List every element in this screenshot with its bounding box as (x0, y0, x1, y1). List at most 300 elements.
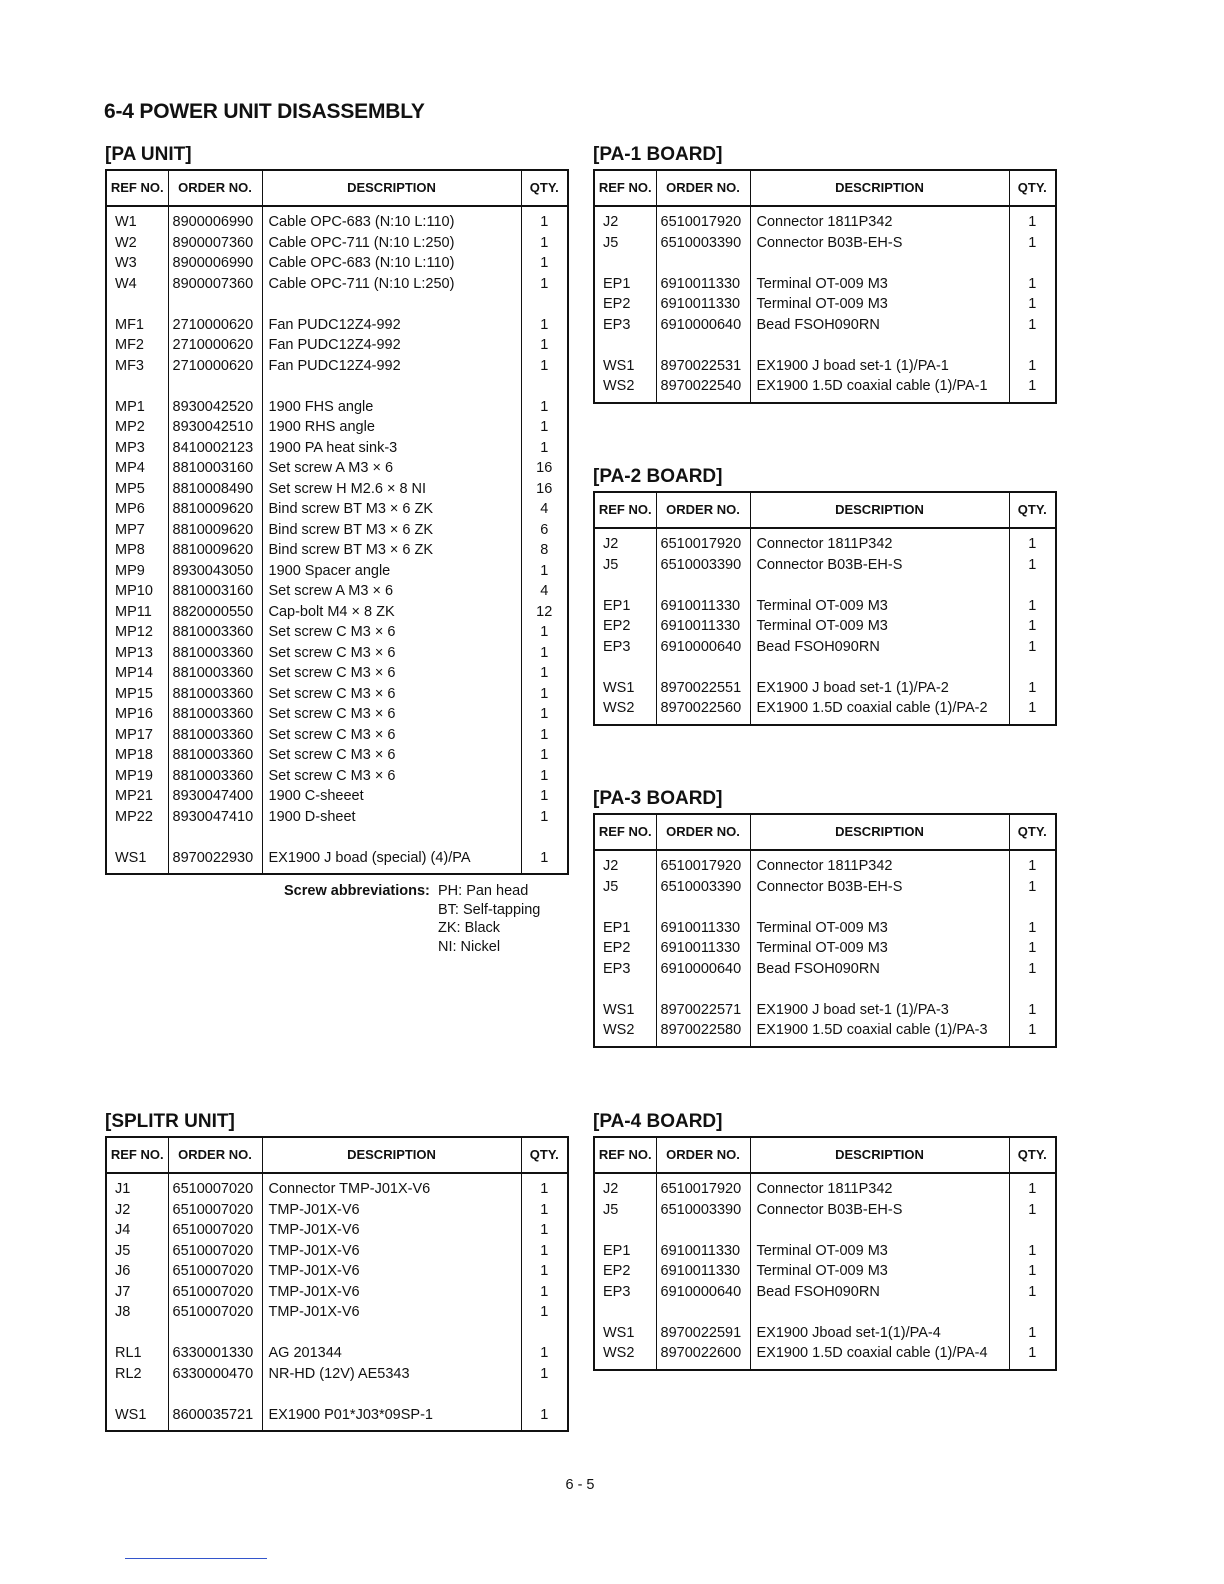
abbreviation-item: NI: Nickel (438, 938, 501, 955)
order-no-cell (656, 1220, 750, 1241)
order-no-cell: 6910000640 (656, 315, 750, 336)
table-row (106, 233, 568, 254)
order-no-cell (168, 827, 262, 848)
ref-no-cell: EP1 (594, 1241, 656, 1262)
qty-cell: 1 (540, 1201, 549, 1218)
parts-table (105, 169, 569, 875)
table-row (106, 643, 568, 664)
order-no-cell (168, 376, 262, 397)
table-row (594, 1020, 1056, 1041)
description-cell: Connector B03B-EH-S (750, 877, 1009, 898)
ref-no-cell: WS2 (594, 698, 656, 719)
qty-cell (1009, 979, 1056, 1000)
qty-cell: 4 (540, 583, 549, 599)
blank-row (594, 1220, 1056, 1241)
order-no-cell (168, 1384, 262, 1405)
header-qty: QTY. (521, 170, 568, 206)
qty-cell: 1 (1028, 940, 1037, 956)
ref-no-cell: J4 (106, 1220, 168, 1241)
header-ref-no: REF NO. (594, 492, 656, 528)
description-cell: Connector B03B-EH-S (750, 1200, 1009, 1221)
order-no-cell: 6510007020 (168, 1220, 262, 1241)
description-cell: EX1900 1.5D coaxial cable (1)/PA-2 (750, 698, 1009, 719)
ref-no-cell: J2 (594, 1179, 656, 1200)
ref-no-cell: MP2 (106, 417, 168, 438)
qty-cell: 1 (540, 419, 549, 435)
description-cell: NR-HD (12V) AE5343 (262, 1364, 521, 1385)
table-row (594, 294, 1056, 315)
qty-cell: 1 (540, 1222, 549, 1238)
table-row (594, 616, 1056, 637)
ref-no-cell: WS1 (106, 848, 168, 869)
blank-row (594, 979, 1056, 1000)
qty-cell (1009, 575, 1056, 596)
order-no-cell: 6330000470 (168, 1364, 262, 1385)
ref-no-cell: WS2 (594, 1020, 656, 1041)
ref-no-cell: MP5 (106, 479, 168, 500)
abbreviations-list (438, 882, 540, 956)
order-no-cell: 8970022551 (656, 678, 750, 699)
description-cell: TMP-J01X-V6 (262, 1241, 521, 1262)
section-pa-1-board (593, 141, 1055, 404)
parts-table (593, 169, 1057, 404)
table-row (594, 698, 1056, 719)
qty-cell: 1 (540, 767, 549, 784)
table-row (106, 684, 568, 705)
order-no-cell: 6510017920 (656, 534, 750, 555)
description-cell: Fan PUDC12Z4-992 (262, 335, 521, 356)
blank-row (594, 1302, 1056, 1323)
table-row (594, 856, 1056, 877)
description-cell: TMP-J01X-V6 (262, 1282, 521, 1303)
ref-no-cell: WS1 (594, 678, 656, 699)
header-qty: QTY. (1009, 170, 1056, 206)
padding-cell (750, 1364, 1009, 1370)
qty-cell: 12 (536, 603, 553, 620)
table-row (106, 417, 568, 438)
ref-no-cell: J2 (594, 212, 656, 233)
padding-cell (521, 1425, 568, 1431)
ref-no-cell: EP1 (594, 596, 656, 617)
order-no-cell (656, 657, 750, 678)
qty-cell: 1 (1028, 275, 1037, 292)
description-cell: Terminal OT-009 M3 (750, 918, 1009, 939)
description-cell: 1900 D-sheet (262, 807, 521, 828)
table-row (106, 807, 568, 828)
ref-no-cell: EP3 (594, 959, 656, 980)
description-cell: TMP-J01X-V6 (262, 1302, 521, 1323)
qty-cell: 1 (1028, 919, 1037, 936)
qty-cell: 1 (1028, 214, 1037, 230)
table-row (106, 335, 568, 356)
qty-cell: 1 (1028, 357, 1037, 374)
section-title: [PA UNIT] (105, 144, 192, 165)
ref-no-cell (106, 376, 168, 397)
qty-cell: 1 (1028, 1022, 1037, 1038)
ref-no-cell: MP9 (106, 561, 168, 582)
ref-no-cell: W2 (106, 233, 168, 254)
qty-cell: 1 (540, 644, 549, 661)
header-description: DESCRIPTION (750, 492, 1009, 528)
description-cell (262, 1323, 521, 1344)
ref-no-cell: EP1 (594, 274, 656, 295)
description-cell: Set screw C M3 × 6 (262, 725, 521, 746)
qty-cell: 1 (540, 1406, 549, 1423)
table-row (106, 745, 568, 766)
table-row (106, 520, 568, 541)
blank-row (106, 294, 568, 315)
ref-no-cell: EP2 (594, 938, 656, 959)
blank-row (594, 897, 1056, 918)
ref-no-cell (106, 827, 168, 848)
ref-no-cell: W3 (106, 253, 168, 274)
qty-cell: 1 (540, 1345, 549, 1361)
qty-cell: 16 (536, 480, 553, 497)
ref-no-cell (594, 657, 656, 678)
description-cell: Terminal OT-009 M3 (750, 616, 1009, 637)
table-row (594, 678, 1056, 699)
qty-cell: 1 (540, 747, 549, 763)
ref-no-cell: J2 (594, 856, 656, 877)
order-no-cell (656, 253, 750, 274)
table-row (106, 704, 568, 725)
ref-no-cell (594, 253, 656, 274)
description-cell: Set screw C M3 × 6 (262, 663, 521, 684)
ref-no-cell: MP16 (106, 704, 168, 725)
ref-no-cell (594, 335, 656, 356)
table-row (106, 458, 568, 479)
padding-cell (1009, 397, 1056, 403)
description-cell (262, 294, 521, 315)
ref-no-cell: WS2 (594, 1343, 656, 1364)
qty-cell: 1 (540, 275, 549, 292)
description-cell: Bind screw BT M3 × 6 ZK (262, 540, 521, 561)
ref-no-cell: J5 (594, 877, 656, 898)
order-no-cell: 8930047400 (168, 786, 262, 807)
table-row (594, 1282, 1056, 1303)
table-row (106, 766, 568, 787)
order-no-cell: 6510007020 (168, 1200, 262, 1221)
order-no-cell: 8810003360 (168, 766, 262, 787)
blank-row (594, 253, 1056, 274)
description-cell: Set screw C M3 × 6 (262, 643, 521, 664)
qty-cell: 1 (1028, 1181, 1037, 1197)
description-cell (750, 1220, 1009, 1241)
description-cell: Bead FSOH090RN (750, 315, 1009, 336)
table-row (106, 479, 568, 500)
order-no-cell: 8810009620 (168, 520, 262, 541)
order-no-cell: 6510003390 (656, 555, 750, 576)
order-no-cell: 8810003360 (168, 684, 262, 705)
qty-cell (521, 294, 568, 315)
description-cell: Cable OPC-683 (N:10 L:110) (262, 212, 521, 233)
qty-cell (521, 827, 568, 848)
section-title: [SPLITR UNIT] (105, 1111, 235, 1132)
padding-cell (594, 1041, 656, 1047)
table-row (594, 274, 1056, 295)
padding-cell (750, 397, 1009, 403)
ref-no-cell: WS1 (106, 1405, 168, 1426)
ref-no-cell: MP19 (106, 766, 168, 787)
abbreviation-item: ZK: Black (438, 920, 501, 936)
section-title: [PA-3 BOARD] (593, 788, 723, 809)
blank-row (106, 376, 568, 397)
ref-no-cell: MF3 (106, 356, 168, 377)
table-row (106, 561, 568, 582)
description-cell: Terminal OT-009 M3 (750, 938, 1009, 959)
padding-cell (262, 868, 521, 874)
description-cell: 1900 FHS angle (262, 397, 521, 418)
table-row (106, 622, 568, 643)
description-cell: Terminal OT-009 M3 (750, 274, 1009, 295)
description-cell: 1900 C-sheeet (262, 786, 521, 807)
description-cell (750, 979, 1009, 1000)
order-no-cell: 6510017920 (656, 856, 750, 877)
section-title: [PA-4 BOARD] (593, 1111, 723, 1132)
order-no-cell: 8900006990 (168, 212, 262, 233)
table-row (594, 376, 1056, 397)
order-no-cell: 2710000620 (168, 315, 262, 336)
description-cell: Set screw C M3 × 6 (262, 745, 521, 766)
description-cell: EX1900 J boad (special) (4)/PA (262, 848, 521, 869)
table-row (106, 1261, 568, 1282)
qty-cell: 1 (1028, 316, 1037, 333)
description-cell: Bead FSOH090RN (750, 959, 1009, 980)
order-no-cell: 8970022591 (656, 1323, 750, 1344)
description-cell: Bind screw BT M3 × 6 ZK (262, 499, 521, 520)
order-no-cell: 6910011330 (656, 918, 750, 939)
order-no-cell: 6330001330 (168, 1343, 262, 1364)
ref-no-cell: J2 (594, 534, 656, 555)
section-title: [PA-1 BOARD] (593, 144, 723, 165)
ref-no-cell: RL1 (106, 1343, 168, 1364)
description-cell (750, 897, 1009, 918)
qty-cell: 1 (540, 665, 549, 681)
order-no-cell: 6510003390 (656, 233, 750, 254)
description-cell: Connector 1811P342 (750, 1179, 1009, 1200)
order-no-cell: 8810003360 (168, 704, 262, 725)
header-order-no: ORDER NO. (656, 1137, 750, 1173)
page-title: 6-4 POWER UNIT DISASSEMBLY (104, 100, 425, 123)
header-ref-no: REF NO. (594, 170, 656, 206)
description-cell: Bead FSOH090RN (750, 1282, 1009, 1303)
description-cell: Set screw C M3 × 6 (262, 622, 521, 643)
description-cell: Set screw C M3 × 6 (262, 766, 521, 787)
order-no-cell: 8810009620 (168, 540, 262, 561)
order-no-cell: 6510003390 (656, 877, 750, 898)
ref-no-cell: J5 (594, 555, 656, 576)
qty-cell (1009, 1220, 1056, 1241)
qty-cell: 1 (540, 234, 549, 251)
ref-no-cell: WS1 (594, 1000, 656, 1021)
order-no-cell: 8810003360 (168, 643, 262, 664)
parts-table (593, 491, 1057, 726)
ref-no-cell: MP3 (106, 438, 168, 459)
qty-cell: 1 (1028, 1242, 1037, 1259)
padding-cell (1009, 719, 1056, 725)
qty-cell: 1 (1028, 618, 1037, 634)
ref-no-cell: MP21 (106, 786, 168, 807)
order-no-cell: 6910011330 (656, 938, 750, 959)
padding-cell (594, 397, 656, 403)
order-no-cell: 6910011330 (656, 274, 750, 295)
order-no-cell (168, 1323, 262, 1344)
header-description: DESCRIPTION (750, 814, 1009, 850)
ref-no-cell: EP2 (594, 294, 656, 315)
description-cell: Terminal OT-009 M3 (750, 1241, 1009, 1262)
qty-cell: 16 (536, 460, 553, 476)
order-no-cell (656, 1302, 750, 1323)
qty-cell: 1 (1028, 234, 1037, 251)
qty-cell: 1 (540, 255, 549, 271)
padding-cell (656, 719, 750, 725)
page-number: 6 - 5 (565, 1477, 595, 1493)
table-row (594, 212, 1056, 233)
table-row (594, 233, 1056, 254)
padding-cell (594, 719, 656, 725)
header-qty: QTY. (521, 1137, 568, 1173)
table-row (106, 397, 568, 418)
table-row (106, 1241, 568, 1262)
footer-link-line (125, 1558, 267, 1559)
order-no-cell: 6910011330 (656, 596, 750, 617)
qty-cell: 1 (1028, 597, 1037, 614)
parts-table (593, 813, 1057, 1048)
ref-no-cell: J2 (106, 1200, 168, 1221)
order-no-cell: 8970022930 (168, 848, 262, 869)
qty-cell: 8 (540, 542, 549, 558)
order-no-cell (656, 897, 750, 918)
description-cell: TMP-J01X-V6 (262, 1200, 521, 1221)
description-cell: Cable OPC-711 (N:10 L:250) (262, 233, 521, 254)
qty-cell (1009, 657, 1056, 678)
description-cell: Cap-bolt M4 × 8 ZK (262, 602, 521, 623)
table-row (594, 637, 1056, 658)
header-order-no: ORDER NO. (656, 170, 750, 206)
padding-cell (106, 1425, 168, 1431)
header-order-no: ORDER NO. (168, 170, 262, 206)
blank-row (106, 1384, 568, 1405)
description-cell: EX1900 J boad set-1 (1)/PA-1 (750, 356, 1009, 377)
padding-cell (262, 1425, 521, 1431)
padding-cell (168, 868, 262, 874)
qty-cell: 1 (1028, 296, 1037, 312)
header-description: DESCRIPTION (750, 1137, 1009, 1173)
ref-no-cell (594, 1220, 656, 1241)
parts-table (105, 1136, 569, 1432)
qty-cell: 1 (1028, 536, 1037, 552)
row-padding (106, 868, 568, 874)
table-row (106, 315, 568, 336)
order-no-cell: 6510017920 (656, 1179, 750, 1200)
qty-cell (1009, 335, 1056, 356)
table-row (594, 596, 1056, 617)
description-cell: TMP-J01X-V6 (262, 1220, 521, 1241)
abbreviations-label: Screw abbreviations (284, 883, 426, 899)
ref-no-cell: MP15 (106, 684, 168, 705)
ref-no-cell: MF2 (106, 335, 168, 356)
qty-cell: 1 (540, 1181, 549, 1197)
section-title: [PA-2 BOARD] (593, 466, 723, 487)
qty-cell: 1 (1028, 1324, 1037, 1341)
order-no-cell: 6510017920 (656, 212, 750, 233)
ref-no-cell: MP1 (106, 397, 168, 418)
order-no-cell: 8970022560 (656, 698, 750, 719)
table-row (106, 1220, 568, 1241)
ref-no-cell: MP11 (106, 602, 168, 623)
table-row (594, 918, 1056, 939)
parts-table (593, 1136, 1057, 1371)
header-ref-no: REF NO. (106, 1137, 168, 1173)
ref-no-cell (594, 575, 656, 596)
screw-abbreviations (284, 882, 541, 955)
header-qty: QTY. (1009, 492, 1056, 528)
qty-cell: 1 (1028, 1283, 1037, 1300)
order-no-cell: 6510007020 (168, 1282, 262, 1303)
qty-cell: 1 (540, 706, 549, 722)
ref-no-cell: WS1 (594, 1323, 656, 1344)
qty-cell (521, 1323, 568, 1344)
section-pa-4-board (593, 1108, 1055, 1371)
order-no-cell: 8810003360 (168, 725, 262, 746)
table-row (106, 725, 568, 746)
table-row (106, 212, 568, 233)
order-no-cell: 8900007360 (168, 233, 262, 254)
order-no-cell: 8820000550 (168, 602, 262, 623)
ref-no-cell: MP12 (106, 622, 168, 643)
order-no-cell (168, 294, 262, 315)
table-row (106, 438, 568, 459)
order-no-cell: 6510003390 (656, 1200, 750, 1221)
qty-cell (1009, 1302, 1056, 1323)
ref-no-cell (106, 294, 168, 315)
order-no-cell: 2710000620 (168, 356, 262, 377)
table-row (106, 581, 568, 602)
order-no-cell (656, 979, 750, 1000)
ref-no-cell: RL2 (106, 1364, 168, 1385)
ref-no-cell: MP13 (106, 643, 168, 664)
description-cell (750, 253, 1009, 274)
qty-cell: 1 (1028, 858, 1037, 874)
description-cell: Bind screw BT M3 × 6 ZK (262, 520, 521, 541)
qty-cell: 1 (540, 624, 549, 640)
qty-cell: 1 (540, 562, 549, 579)
qty-cell: 1 (540, 1283, 549, 1300)
blank-row (106, 827, 568, 848)
padding-cell (656, 397, 750, 403)
ref-no-cell: MP10 (106, 581, 168, 602)
qty-cell: 1 (540, 1304, 549, 1320)
description-cell: Set screw H M2.6 × 8 NI (262, 479, 521, 500)
ref-no-cell: MP8 (106, 540, 168, 561)
ref-no-cell: EP2 (594, 616, 656, 637)
description-cell (750, 1302, 1009, 1323)
qty-cell: 1 (540, 316, 549, 333)
qty-cell: 1 (1028, 878, 1037, 895)
order-no-cell: 8900007360 (168, 274, 262, 295)
ref-no-cell: MP22 (106, 807, 168, 828)
ref-no-cell: MP17 (106, 725, 168, 746)
table-row (594, 1343, 1056, 1364)
table-row (106, 274, 568, 295)
ref-no-cell: EP3 (594, 637, 656, 658)
qty-cell: 1 (1028, 378, 1037, 394)
qty-cell: 1 (1028, 1345, 1037, 1361)
section-splitr-unit (105, 1108, 567, 1432)
table-row (594, 938, 1056, 959)
table-row (106, 540, 568, 561)
qty-cell: 1 (1028, 1263, 1037, 1279)
